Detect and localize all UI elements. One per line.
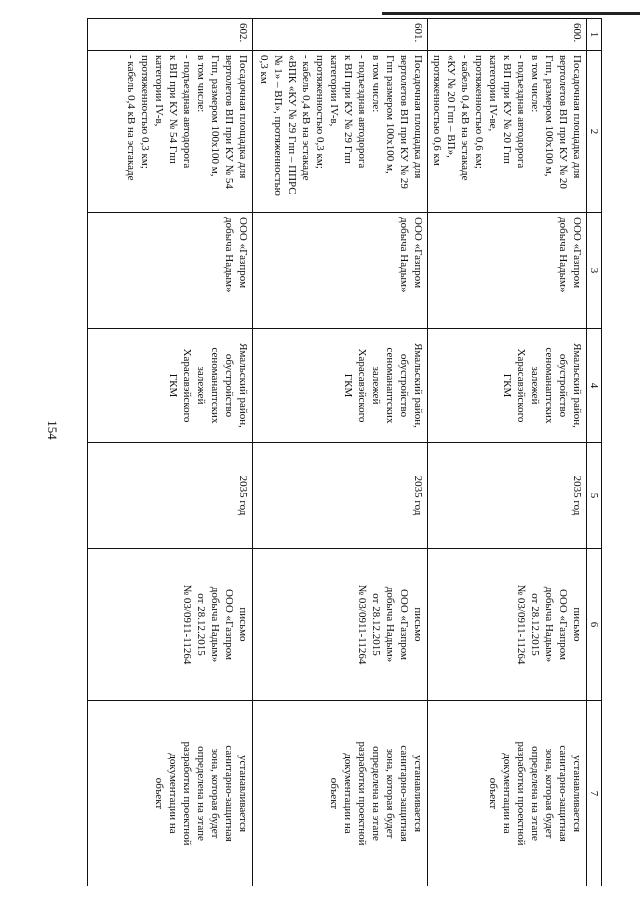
header-row	[587, 19, 602, 887]
organization: ООО «Газпром добыча Надым»	[253, 213, 428, 329]
object-description: Посадочная площадка для вертолетов ВП при КУ № 54 Гпп, размером 100х100 м, в том числе: - подъездная автодорога к ВП при КУ № 54 Гпп категории IV-в, протяженностью 0,3 км; - кабель 0,4 кВ на эстакаде	[88, 51, 253, 213]
scan-edge-line	[382, 12, 640, 15]
rotated-page-area	[82, 18, 602, 886]
col-header-3: 3	[587, 213, 602, 329]
col-header-4: 4	[587, 329, 602, 443]
location: Ямальский район, обустройство сеноманаптских залежей Харасавэйского ГКМ	[253, 329, 428, 443]
note: устанавливается санитарно-защитная зона, которая будет определена на этапе разработки проектной документации на объект	[253, 701, 428, 887]
location: Ямальский район, обустройство сеноманаптских залежей Харасавэйского ГКМ	[88, 329, 253, 443]
registry-table	[87, 18, 602, 886]
table-row	[253, 19, 428, 887]
row-number: 601.	[253, 19, 428, 51]
col-header-6: 6	[587, 549, 602, 701]
year: 2035 год	[253, 443, 428, 549]
col-header-2: 2	[587, 51, 602, 213]
rotated-table-container	[82, 18, 602, 886]
location: Ямальский район, обустройство сеноманаптских залежей Харасавэйского ГКМ	[428, 329, 587, 443]
basis-document: письмо ООО «Газпром добыча Надым» от 28.12.2015 № 03/0911-11264	[428, 549, 587, 701]
table-row	[428, 19, 587, 887]
object-description: Посадочная площадка для вертолетов ВП при КУ № 29 Гпп размером 100х100 м, в том числе: - подъездная автодорога к ВП при КУ № 29 Гпп категории IV-в, протяженностью 0,3 км; - кабель 0,4 кВ на эстакаде «ВПК «КУ № 29 Гпп – ППРС № 1» – ВП», протяженностью 0,3 км	[253, 51, 428, 213]
basis-document: письмо ООО «Газпром добыча Надым» от 28.12.2015 № 03/0911-11264	[253, 549, 428, 701]
col-header-7: 7	[587, 701, 602, 887]
year: 2035 год	[428, 443, 587, 549]
note: устанавливается санитарно-защитная зона, которая будет определена на этапе разработки проектной документации на объект	[428, 701, 587, 887]
col-header-1: 1	[587, 19, 602, 51]
col-header-5: 5	[587, 443, 602, 549]
row-number: 600.	[428, 19, 587, 51]
basis-document: письмо ООО «Газпром добыча Надым» от 28.12.2015 № 03/0911-11264	[88, 549, 253, 701]
year: 2035 год	[88, 443, 253, 549]
organization: ООО «Газпром добыча Надым»	[428, 213, 587, 329]
organization: ООО «Газпром добыча Надым»	[88, 213, 253, 329]
object-description: Посадочная площадка для вертолетов ВП при КУ № 20 Гпп, размером 100х100 м, в том числе: - подъездная автодорога к ВП при КУ № 20 Гпп категории IV-ве, протяженностью 0,6 км; - кабель 0,4 кВ на эстакаде «КУ № 20 Гпп – ВП», протяженностью 0,6 км	[428, 51, 587, 213]
note: устанавливается санитарно-защитная зона, которая будет определена на этапе разработки проектной документации на объект	[88, 701, 253, 887]
page-number: 154	[45, 420, 60, 440]
row-number: 602.	[88, 19, 253, 51]
table-row	[88, 19, 253, 887]
